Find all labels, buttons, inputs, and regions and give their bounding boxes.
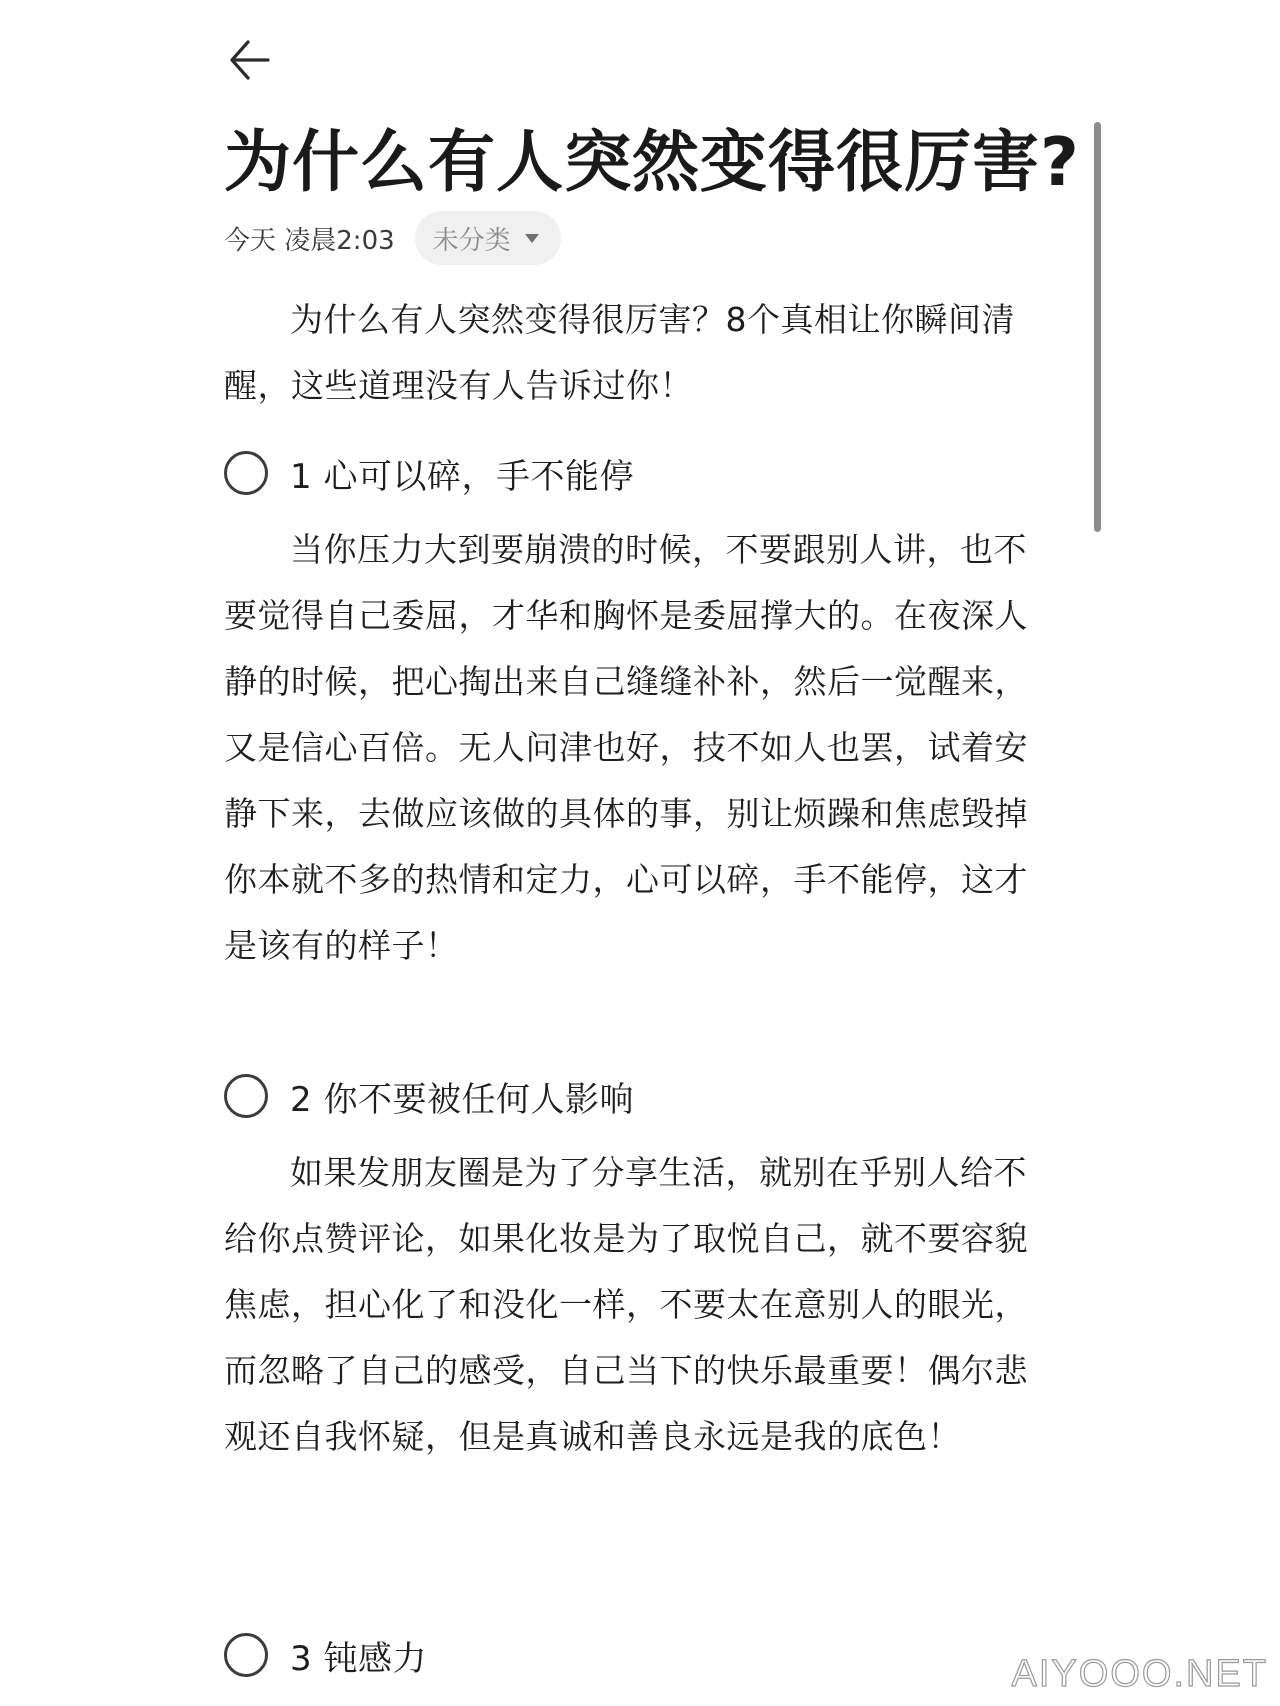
checklist-item-3[interactable] <box>224 1627 427 1683</box>
arrow-left-icon <box>222 32 278 88</box>
back-button[interactable] <box>222 32 278 88</box>
checklist-item-label: 3 钝感力 <box>290 1638 427 1679</box>
category-label: 未分类 <box>432 225 511 256</box>
checklist-item-2[interactable] <box>224 1068 634 1124</box>
paragraph-1[interactable]: 当你压力大到要崩溃的时候，不要跟别人讲，也不要觉得自己委屈，才华和胸怀是委屈撑大的。在夜深人静的时候，把心掏出来自己缝缝补补，然后一觉醒来，又是信心百倍。无人问津也好，技不如人也罢，试着安静下来，去做应该做的具体的事，别让烦躁和焦虑毁掉你本就不多的热情和定力，心可以碎，手不能停，这才是该有的样子！ <box>224 530 1028 965</box>
caret-down-icon <box>525 234 539 243</box>
note-intro[interactable]: 为什么有人突然变得很厉害？8个真相让你瞬间清醒，这些道理没有人告诉过你！ <box>224 300 1015 405</box>
note-title[interactable]: 为什么有人突然变得很厉害? <box>224 123 1080 201</box>
watermark: AIYOOO.NET <box>1011 1653 1268 1695</box>
checklist-item-label: 2 你不要被任何人影响 <box>290 1079 634 1120</box>
checkbox-circle-icon[interactable] <box>224 1633 268 1677</box>
category-dropdown[interactable] <box>415 211 561 265</box>
note-meta <box>224 210 561 266</box>
note-timestamp: 今天 凌晨2:03 <box>224 225 395 256</box>
paragraph-2[interactable]: 如果发朋友圈是为了分享生活，就别在乎别人给不给你点赞评论，如果化妆是为了取悦自己，就不要容貌焦虑，担心化了和没化一样，不要太在意别人的眼光，而忽略了自己的感受，自己当下的快乐最重要！偶尔悲观还自我怀疑，但是真诚和善良永远是我的底色！ <box>224 1153 1028 1456</box>
checklist-item-label: 1 心可以碎，手不能停 <box>290 456 634 497</box>
checkbox-circle-icon[interactable] <box>224 451 268 495</box>
checkbox-circle-icon[interactable] <box>224 1074 268 1118</box>
checklist-item-1[interactable] <box>224 445 634 501</box>
scrollbar[interactable] <box>1094 122 1101 532</box>
